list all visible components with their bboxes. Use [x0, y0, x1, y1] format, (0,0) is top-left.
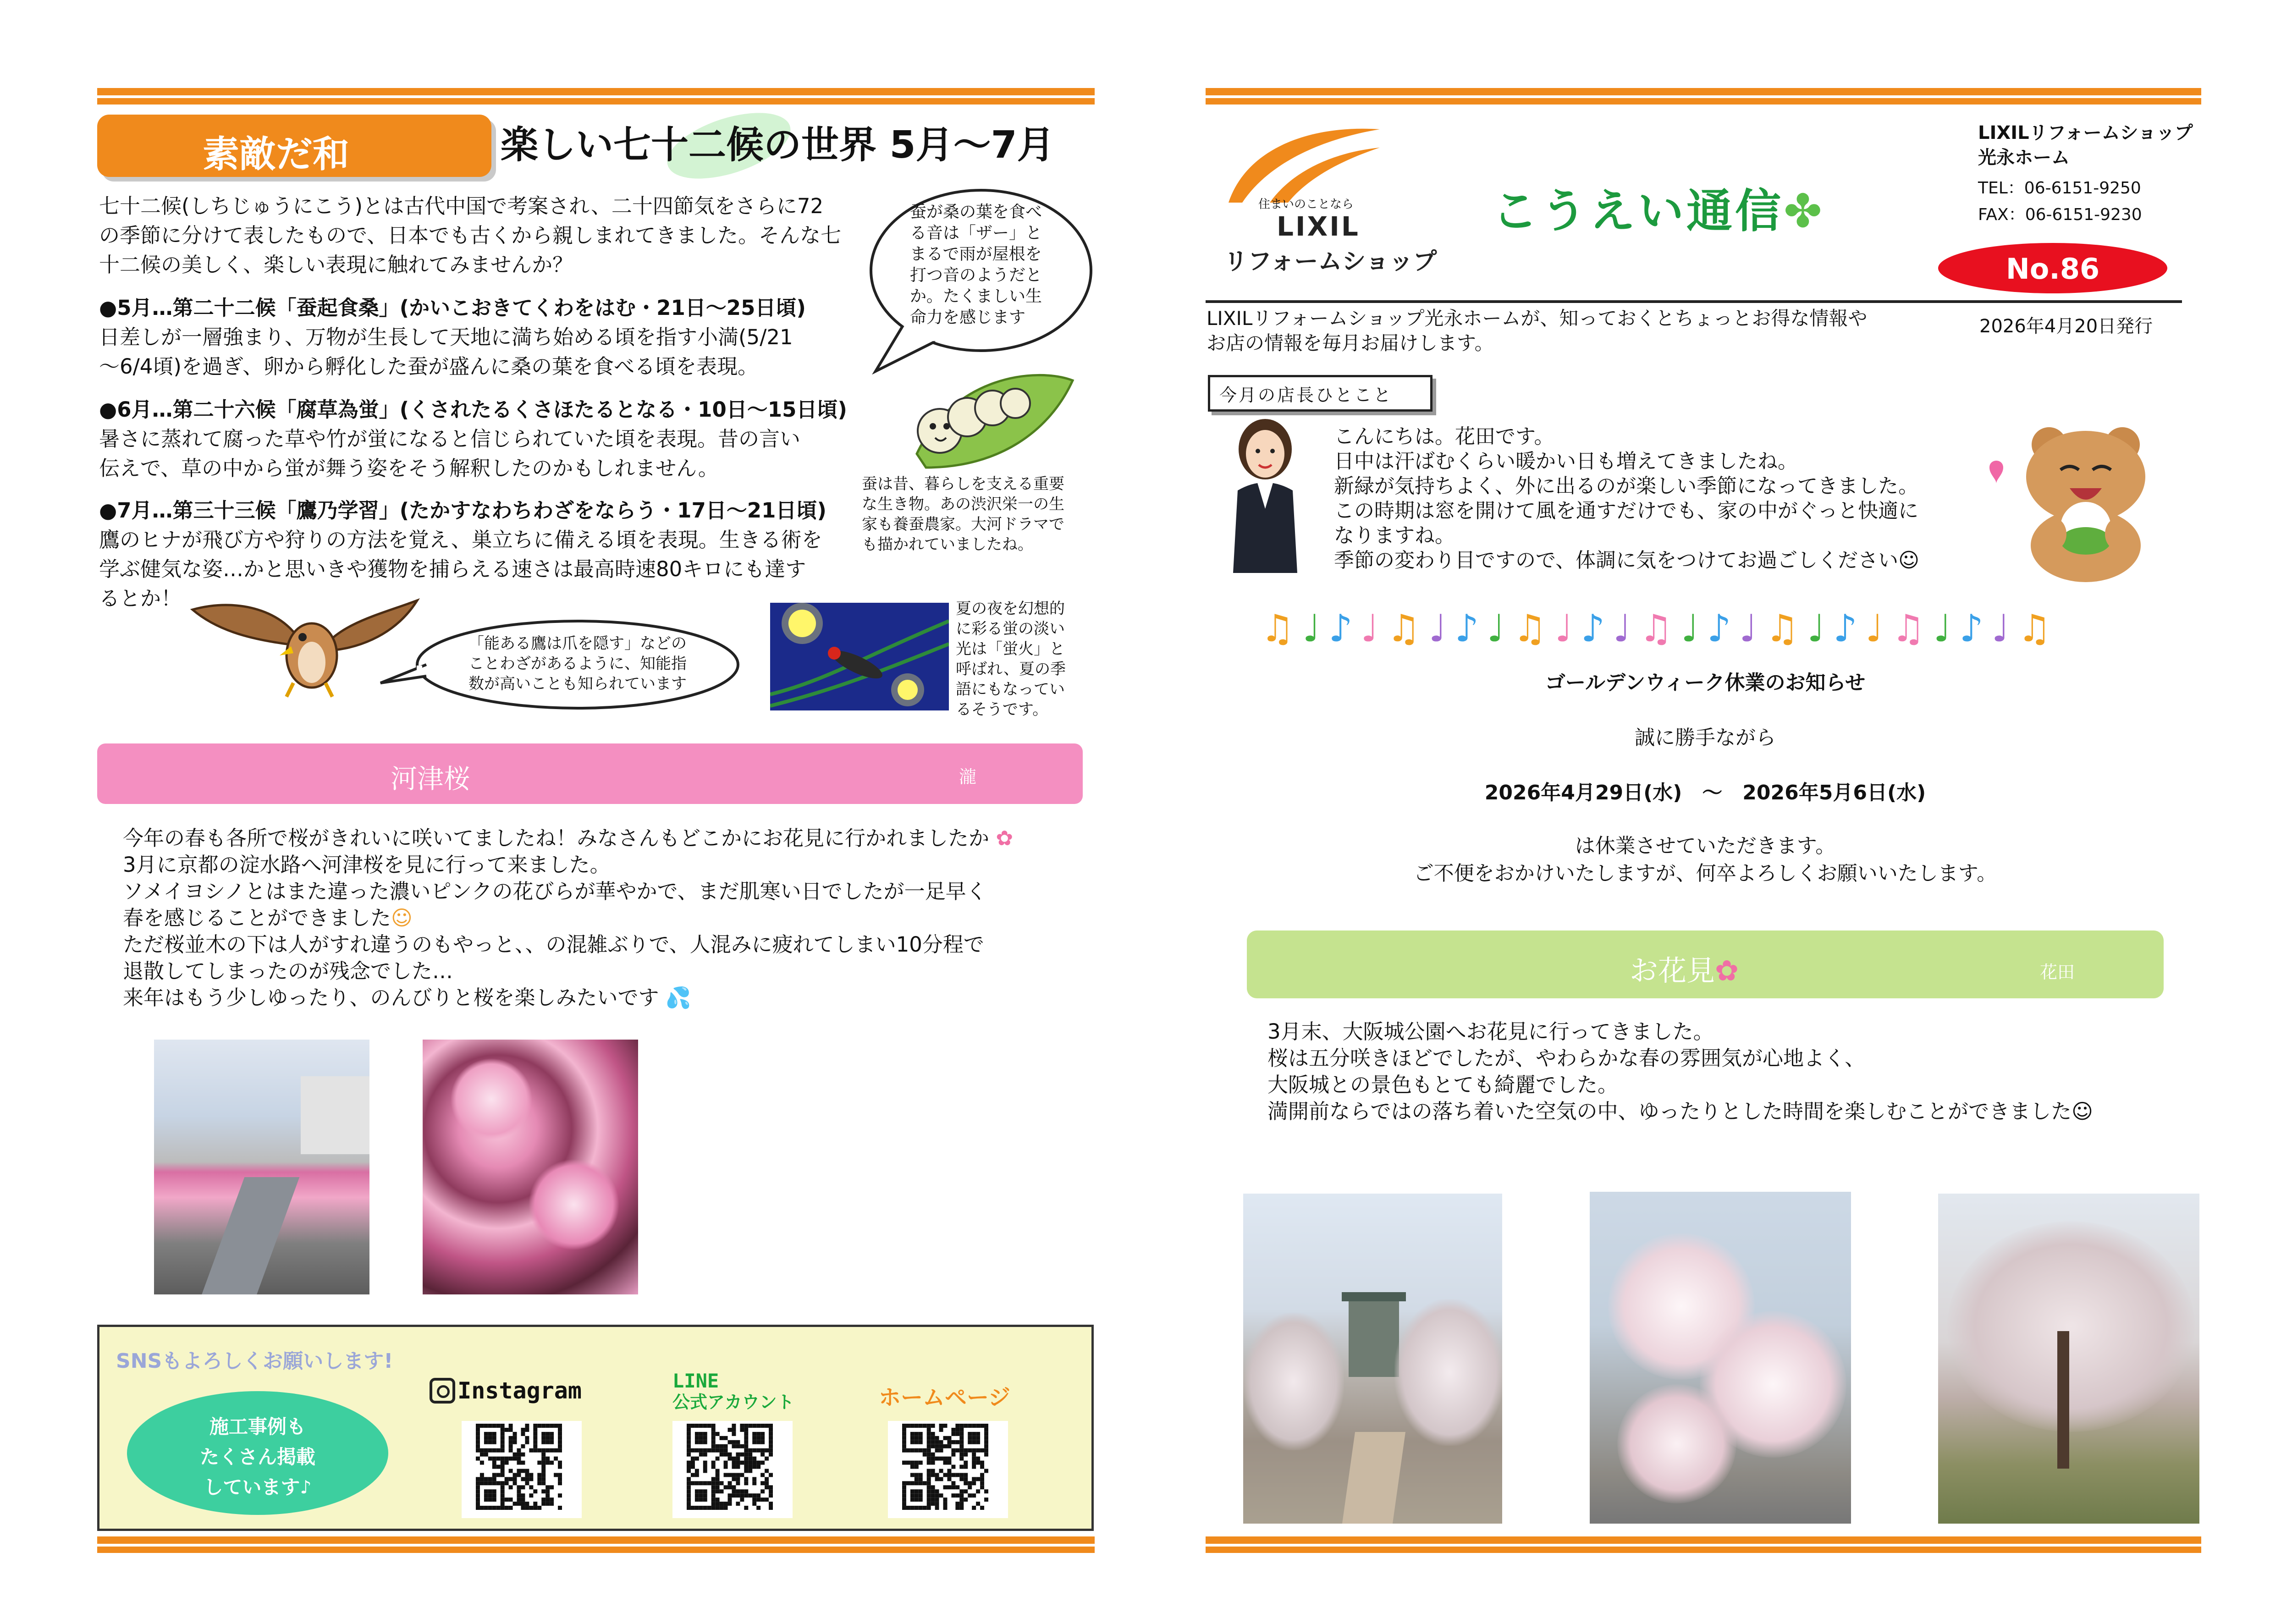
left-bottom-rule: [97, 1536, 1095, 1553]
company-line2: 光永ホーム: [1978, 147, 2070, 168]
logo-shop-text: リフォームショップ: [1224, 248, 1437, 275]
instagram-qr-code[interactable]: [462, 1421, 582, 1518]
notice-dates: 2026年4月29日(水) ～ 2026年5月6日(水): [1484, 781, 1926, 804]
music-notes-divider: ♫♩♪♩♫♩♪♩♫♩♪♩♫♩♪♩♫♩♪♩♫♩♪♩♫: [1261, 607, 2060, 650]
company-fax: FAX：06-6151-9230: [1978, 205, 2142, 224]
smile-emoji-icon: ☺: [391, 906, 413, 930]
hawk-bubble-text: 「能ある鷹は爪を隠す」などの ことわざがあるように、知能指 数が高いことも知られています: [468, 634, 687, 693]
bear-illustration: [1971, 426, 2164, 582]
newsletter-title: こうえい通信✤: [1492, 184, 1825, 238]
right-bottom-rule: [1206, 1536, 2201, 1553]
sns-title: SNSもよろしくお願いします!: [116, 1349, 393, 1373]
cherry-blossom-icon: ✿: [996, 826, 1014, 850]
silkworm-leaf-illustration: [898, 362, 1082, 472]
right-top-rule: [1206, 88, 2201, 105]
newsletter-intro: LIXILリフォームショップ光永ホームが、知っておくとちょっとお得な情報や お店の情報を毎月お届けします。: [1207, 307, 1868, 354]
gw-notice: [1206, 669, 2205, 887]
issue-badge: [1938, 243, 2167, 293]
notice-title: ゴールデンウィーク休業のお知らせ: [1545, 671, 1866, 694]
left-top-rule: [97, 88, 1095, 105]
photo-osaka-castle: [1243, 1194, 1502, 1524]
manager-message: こんにちは。花田です。 日中は汗ばむくらい暖かい日も増えてきましたね。 新緑が気持ちよく、外に出るのが楽しい季節になってきました。 この時期は窓を開けて風を通すだけでも、家の中がぐっと快適に なりますね。 季節の変わり目ですので、体調に気をつけてお過ごしください☺: [1334, 425, 1919, 572]
photo-blossom-closeup: [1590, 1192, 1851, 1524]
photo-kawazu-blossoms: [423, 1040, 638, 1294]
issue-date: 2026年4月20日発行: [1979, 316, 2153, 337]
notice-line3: ご不便をおかけいたしますが、何卒よろしくお願いいたします。: [1413, 862, 1997, 885]
firefly-note: 夏の夜を幻想的 に彩る蛍の淡い 光は「蛍火」と 呼ばれ、夏の季 語にもなってい るそうです。: [956, 600, 1066, 719]
intro-text: 七十二候(しちじゅうにこう)とは古代中国で考案され、二十四節気をさらに72 の季節に分けて表したもので、日本でも古くから親しまれてきました。そんな七 十二候の美しく、楽しい表現に触れてみませんか？: [99, 194, 842, 277]
feature-badge-text: 素敵だ和: [203, 133, 349, 176]
sns-box: [97, 1325, 1094, 1531]
firefly-illustration: [770, 603, 949, 710]
company-tel: TEL：06-6151-9250: [1978, 179, 2141, 198]
manager-avatar: [1224, 417, 1306, 578]
instagram-link[interactable]: Instagram: [430, 1377, 627, 1405]
sakura-body: 今年の春も各所で桜がきれいに咲いてましたね！みなさんもどこかにお花見に行かれましたか ✿ 3月に京都の淀水路へ河津桜を見に行って来ました。 ソメイヨシノとはまた違った濃いピンクの花びらが華やかで、まだ肌寒い日でしたが一足早く 春を感じることができました☺ ただ桜並木の下は人がすれ違うのもやっと、、の混雑ぶりで、人混みに疲れてしまい10分程で 退散してしまったのが残念でした… 来年はもう少しゆったり、のんびりと桜を楽しみたいです 💦: [123, 826, 1014, 1010]
feature-badge: [97, 115, 494, 179]
notice-line1: 誠に勝手ながら: [1635, 726, 1776, 749]
notice-line2: は休業させていただきます。: [1575, 834, 1836, 858]
sweat-drops-icon: 💦: [665, 985, 691, 1010]
header-divider: [1206, 300, 2182, 303]
sakura-section-title: 河津桜: [391, 763, 471, 794]
logo-small-text: 住まいのことなら: [1258, 198, 1354, 211]
kou-july: ●7月…第三十三候「鷹乃学習」(たかすなわちわざをならう・17日～21日頃) 鷹のヒナが飛び方や狩りの方法を覚え、巣立ちに備える頃を表現。生きる術を 学ぶ健気な姿…かと思いきや獲物を捕らえる速さは最高時速80キロにも達す るとか！: [99, 498, 826, 611]
homepage-link[interactable]: ホームページ: [879, 1385, 1011, 1410]
line-qr-code[interactable]: [672, 1421, 793, 1518]
cherry-blossom-icon: ✿: [1715, 954, 1739, 987]
company-line1: LIXILリフォームショップ: [1978, 122, 2193, 143]
homepage-qr-code[interactable]: [888, 1421, 1008, 1518]
instagram-icon: [430, 1378, 455, 1404]
sakura-author: 瀧: [959, 767, 977, 787]
sakura-section-band: [97, 743, 1083, 804]
hanami-section-band: [1247, 930, 2164, 998]
silkworm-note: 蚕は昔、暮らしを支える重要 な生き物。あの渋沢栄一の生 家も養蚕農家。大河ドラマで も描かれていましたね。: [862, 475, 1064, 554]
hanami-author: 花田: [2040, 962, 2075, 982]
hanami-title: お花見✿: [1630, 954, 1739, 987]
hanami-body: 3月末、大阪城公園へお花見に行ってきました。 桜は五分咲きほどでしたが、やわらかな春の雰囲気が心地よく、 大阪城との景色もとても綺麗でした。 満開前ならではの落ち着いた空気の中、ゆったりとした時間を楽しむことができました☺: [1267, 1019, 2094, 1123]
logo-lixil-text: LIXIL: [1277, 211, 1360, 242]
sns-bubble: 施工事例も たくさん掲載 しています♪: [127, 1391, 388, 1515]
lixil-swoosh-logo: [1219, 120, 1384, 207]
issue-number: No.86: [2006, 252, 2100, 286]
photo-sakura-tree: [1938, 1194, 2199, 1524]
kou-june: ●6月…第二十六候「腐草為蛍」(くされたるくさほたるとなる・10日～15日頃) 暑さに蒸れて腐った草や竹が蛍になると信じられていた頃を表現。昔の言い 伝えで、草の中から蛍が舞う姿をそう解釈したのかもしれません。: [99, 397, 847, 480]
photo-canal-sakura: [154, 1040, 369, 1294]
feature-title: 楽しい七十二候の世界 5月～7月: [501, 123, 1055, 167]
manager-label-box: 今月の店長ひとこと: [1208, 375, 1432, 412]
clover-icon: ✤: [1784, 184, 1825, 238]
line-link[interactable]: LINE 公式アカウント: [672, 1370, 794, 1412]
silkworm-bubble-text: 蚕が桑の葉を食べ る音は「ザー」と まるで雨が屋根を 打つ音のようだと か。たくましい生 命力を感じます: [910, 203, 1042, 327]
kou-may: ●5月…第二十二候「蚕起食桑」(かいこおきてくわをはむ・21日～25日頃) 日差しが一層強まり、万物が生長して天地に満ち始める頃を指す小満(5/21 ～6/4頃)を過ぎ、卵から孵化した蚕が盛んに桑の葉を食べる頃を表現。: [99, 296, 806, 379]
